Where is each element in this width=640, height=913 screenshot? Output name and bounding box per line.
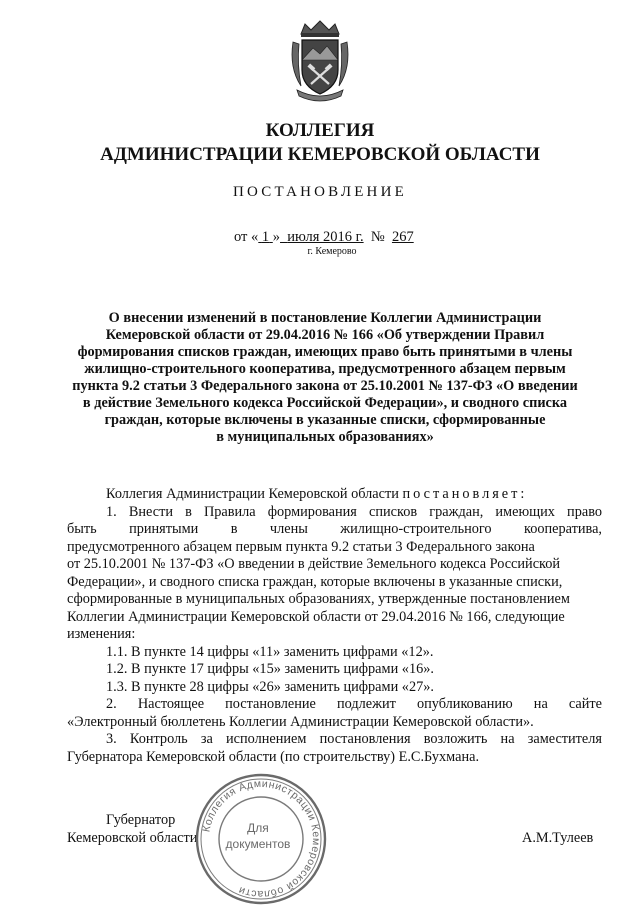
title-line: пункта 9.2 статьи 3 Федерального закона от 25.10.2001 № 137-ФЗ «О введении	[72, 378, 578, 394]
signatory-name: А.М.Тулеев	[522, 830, 594, 846]
decree-verb: постановляет:	[402, 486, 528, 502]
date-month-year: июля 2016 г.	[287, 229, 364, 245]
paragraph-1-line: Коллегии Администрации Кемеровской области от 29.04.2016 № 166, следующие	[67, 608, 565, 625]
title-line: формирования списков граждан, имеющих право быть принятыми в члены	[77, 344, 573, 360]
document-date-line	[234, 229, 414, 246]
paragraph-1-line: предусмотренного абзацем первым пункта 9.2 статьи 3 Федерального закона	[67, 538, 535, 555]
paragraph-1-line: быть принятыми в члены жилищно-строительного кооператива,	[67, 521, 602, 537]
paragraph-1-line: сформированные в муниципальных образованиях, утвержденные постановлением	[67, 591, 570, 607]
paragraph-1-line: изменения:	[67, 626, 136, 642]
title-line: жилищно-строительного кооператива, предусмотренного абзацем первым	[84, 361, 566, 377]
title-line: Кемеровской области от 29.04.2016 № 166 «Об утверждении Правил	[105, 327, 545, 343]
document-body	[67, 486, 602, 766]
paragraph-3-line: Губернатора Кемеровской области (по строительству) Е.С.Бухмана.	[67, 748, 480, 765]
title-line: в действие Земельного кодекса Российской Федерации», и сводного списка	[82, 395, 568, 411]
document-type: ПОСТАНОВЛЕНИЕ	[233, 184, 407, 200]
title-line: О внесении изменений в постановление Коллегии Администрации	[108, 310, 542, 326]
signatory-title-line2: Кемеровской области	[67, 830, 198, 846]
document-title	[66, 310, 584, 446]
title-line: граждан, которые включены в указанные списки, сформированные	[104, 412, 546, 428]
intro-line: Коллегия Администрации Кемеровской области постановляет:	[106, 486, 528, 502]
org-name-line2: АДМИНИСТРАЦИИ КЕМЕРОВСКОЙ ОБЛАСТИ	[100, 144, 540, 165]
date-day: 1	[261, 229, 270, 245]
sub-item: 1.1. В пункте 14 цифры «11» заменить цифрами «12».	[106, 643, 434, 660]
paragraph-3-line: 3. Контроль за исполнением постановления возложить на заместителя	[106, 731, 602, 747]
signatory-title-line1: Губернатор	[106, 812, 176, 828]
paragraph-2-line: «Электронный бюллетень Коллегии Администрации Кемеровской области».	[67, 713, 534, 730]
seal-center-line2: документов	[225, 837, 291, 851]
sub-item: 1.2. В пункте 17 цифры «15» заменить цифрами «16».	[106, 661, 434, 677]
seal-stamp	[192, 770, 330, 908]
date-prefix: от «	[234, 229, 259, 245]
org-name-line1: КОЛЛЕГИЯ	[265, 120, 375, 141]
number-sign: №	[370, 229, 385, 245]
seal-ring-text: Коллегия Администрации Кемеровской области	[200, 777, 323, 901]
paragraph-1-line: от 25.10.2001 № 137-ФЗ «О введении в действие Земельного кодекса Российской	[67, 556, 561, 572]
seal-center-line1: Для	[247, 821, 269, 835]
sub-item: 1.3. В пункте 28 цифры «26» заменить цифрами «27».	[106, 678, 434, 695]
city-label: г. Кемерово	[307, 246, 357, 257]
title-line: в муниципальных образованиях»	[216, 429, 434, 445]
document-number: 267	[391, 229, 414, 245]
paragraph-2-line: 2. Настоящее постановление подлежит опубликованию на сайте	[106, 696, 602, 712]
date-mid: »	[272, 229, 281, 245]
paragraph-1-line: Федерации», и сводного списка граждан, которые включены в указанные списки,	[67, 573, 563, 590]
paragraph-1-line: 1. Внести в Правила формирования списков граждан, имеющих право	[106, 503, 602, 520]
coat-of-arms-icon	[287, 20, 353, 102]
